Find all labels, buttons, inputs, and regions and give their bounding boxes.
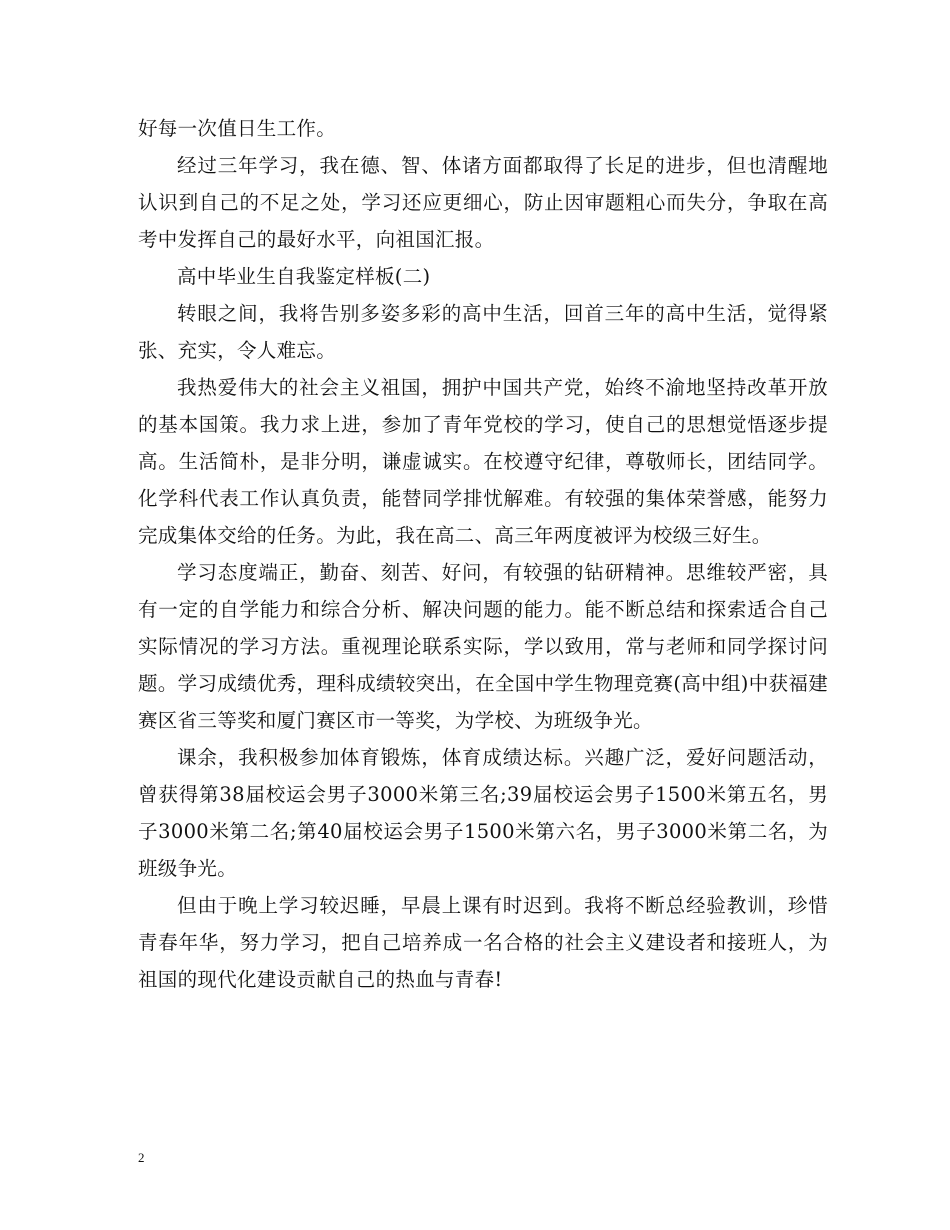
paragraph-conclusion: 但由于晚上学习较迟睡，早晨上课有时迟到。我将不断总经验教训，珍惜青春年华，努力学习，把自己培养成一名合格的社会主义建设者和接班人，为祖国的现代化建设贡献自己的热血与青春! [138, 894, 828, 991]
page-number: 2 [138, 1150, 145, 1165]
document-body [138, 110, 828, 998]
paragraph-intro: 转眼之间，我将告别多姿多彩的高中生活，回首三年的高中生活，觉得紧张、充实，令人难忘。 [138, 302, 828, 362]
section-heading: 高中毕业生自我鉴定样板(二) [177, 265, 431, 288]
paragraph-continued: 好每一次值日生工作。 [138, 117, 337, 140]
paragraph-study: 学习态度端正，勤奋、刻苦、好问，有较强的钻研精神。思维较严密，具有一定的自学能力和综合分析、解决问题的能力。能不断总结和探索适合自己实际情况的学习方法。重视理论联系实际，学以致用，常与老师和同学探讨问题。学习成绩优秀，理科成绩较突出，在全国中学生物理竞赛(高中组)中获福建赛区省三等奖和厦门赛区市一等奖，为学校、为班级争光。 [138, 561, 828, 732]
paragraph-sports: 课余，我积极参加体育锻炼，体育成绩达标。兴趣广泛，爱好问题活动，曾获得第38届校运会男子3000米第三名;39届校运会男子1500米第五名，男子3000米第二名;第40届校运会男子1500米第六名，男子3000米第二名，为班级争光。 [138, 746, 828, 880]
paragraph-progress-summary: 经过三年学习，我在德、智、体诸方面都取得了长足的进步，但也清醒地认识到自己的不足之处，学习还应更细心，防止因审题粗心而失分，争取在高考中发挥自己的最好水平，向祖国汇报。 [138, 154, 828, 251]
paragraph-political: 我热爱伟大的社会主义祖国，拥护中国共产党，始终不渝地坚持改革开放的基本国策。我力求上进，参加了青年党校的学习，使自己的思想觉悟逐步提高。生活简朴，是非分明，谦虚诚实。在校遵守纪律，尊敬师长，团结同学。化学科代表工作认真负责，能替同学排忧解难。有较强的集体荣誉感，能努力完成集体交给的任务。为此，我在高二、高三年两度被评为校级三好生。 [138, 376, 828, 547]
